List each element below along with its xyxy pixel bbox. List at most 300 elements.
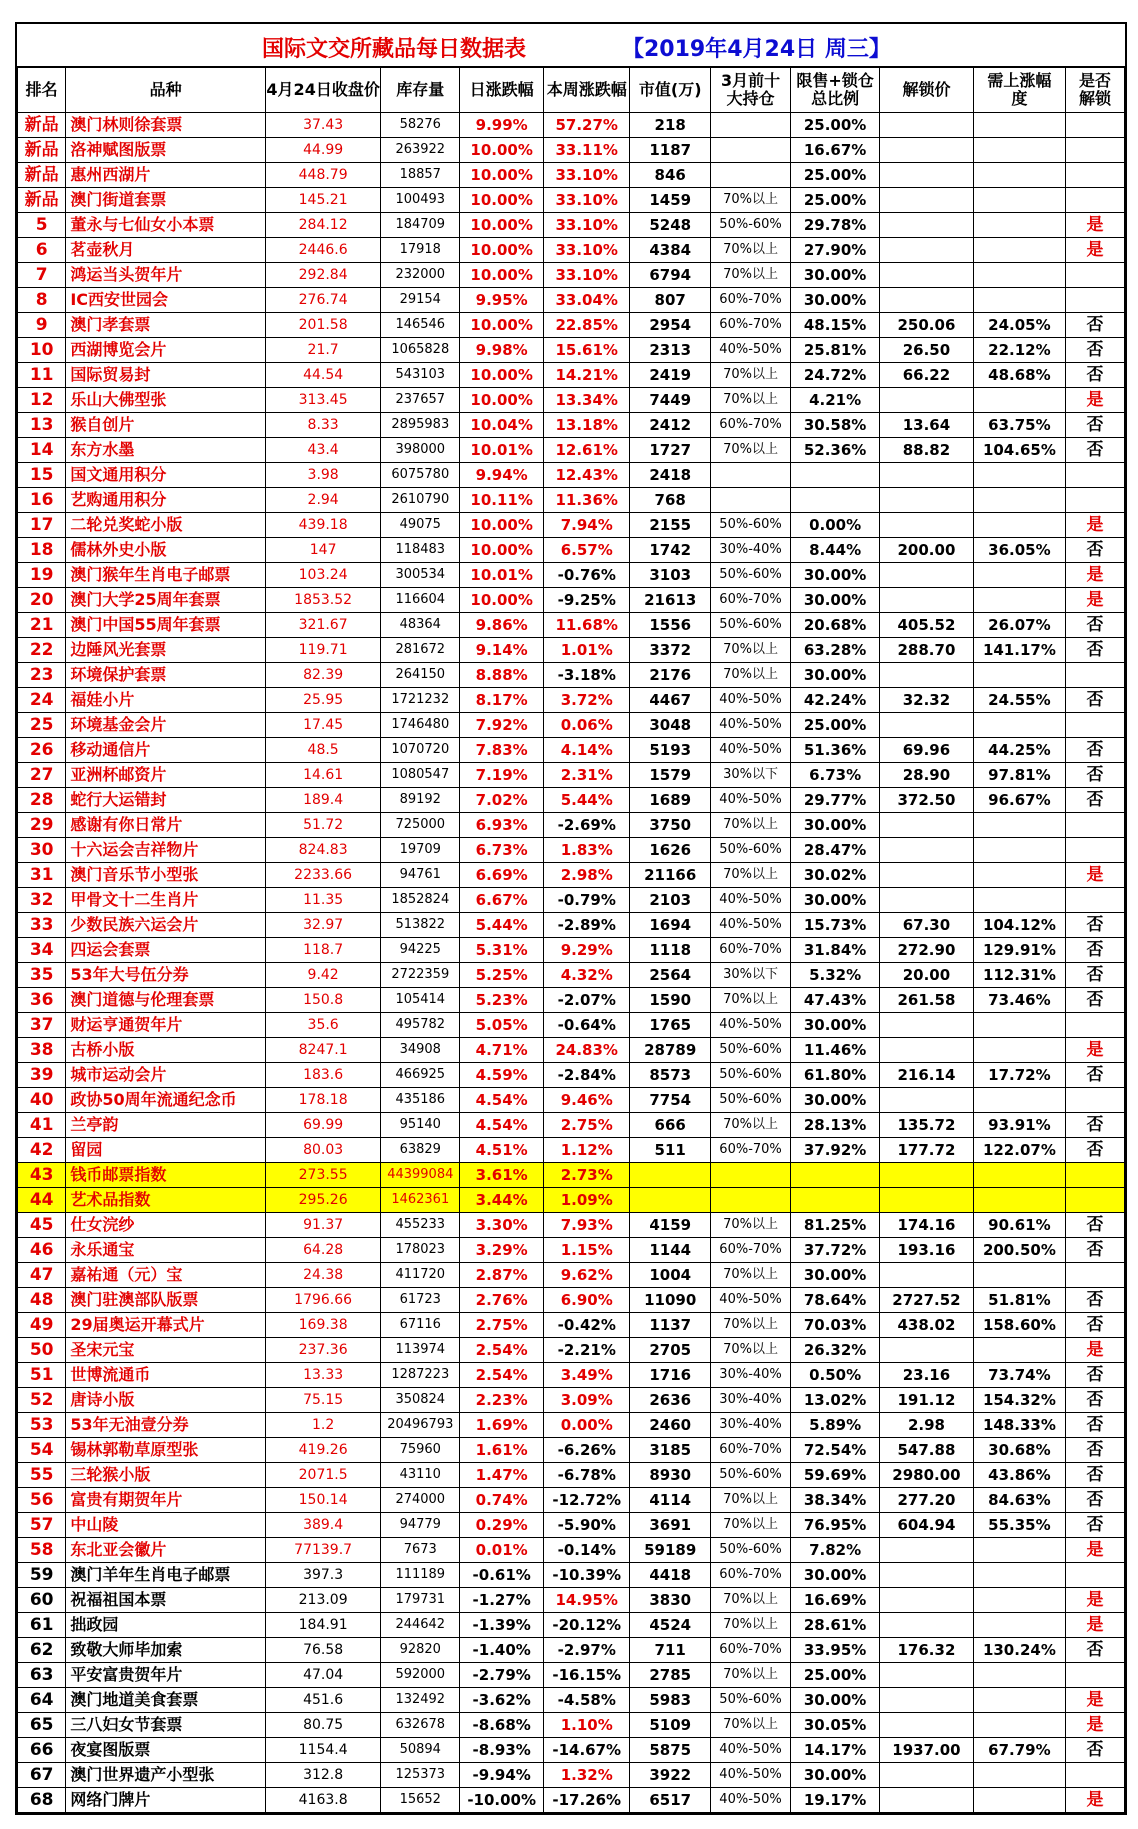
cell-market-cap: 4418 [630,1563,711,1588]
cell-need-rise: 24.55% [973,688,1065,713]
cell-need-rise [973,1263,1065,1288]
cell-rank: 41 [18,1113,66,1138]
cell-market-cap: 3691 [630,1513,711,1538]
cell-lock-ratio: 29.77% [790,788,879,813]
cell-daily-change: 1.47% [460,1463,544,1488]
cell-rank: 22 [18,638,66,663]
table-row [18,563,1125,588]
cell-rank: 新品 [18,138,66,163]
cell-need-rise: 30.68% [973,1438,1065,1463]
cell-close-price: 76.58 [265,1638,381,1663]
cell-unlocked: 否 [1066,313,1125,338]
table-row [18,738,1125,763]
cell-unlock-price [880,1538,973,1563]
cell-lock-ratio: 28.47% [790,838,879,863]
cell-stock: 15652 [381,1788,460,1813]
cell-unlock-price [880,1663,973,1688]
cell-unlocked: 否 [1066,988,1125,1013]
cell-daily-change: 9.86% [460,613,544,638]
cell-name: 环境基金会片 [66,713,266,738]
cell-rank: 64 [18,1688,66,1713]
cell-unlocked: 是 [1066,563,1125,588]
table-row [18,638,1125,663]
cell-name: 边陲风光套票 [66,638,266,663]
cell-lock-ratio: 25.00% [790,188,879,213]
cell-unlocked: 否 [1066,688,1125,713]
cell-name: 财运亨通贺年片 [66,1013,266,1038]
cell-stock: 2722359 [381,963,460,988]
table-row [18,238,1125,263]
table-row [18,813,1125,838]
cell-top10-holding: 30%-40% [711,1388,791,1413]
cell-market-cap: 2176 [630,663,711,688]
cell-daily-change: 8.17% [460,688,544,713]
cell-need-rise: 104.12% [973,913,1065,938]
cell-top10-holding: 60%-70% [711,1138,791,1163]
cell-weekly-change: 6.57% [544,538,630,563]
cell-unlocked: 否 [1066,1463,1125,1488]
header-rank: 排名 [18,68,66,113]
cell-rank: 54 [18,1438,66,1463]
cell-need-rise: 130.24% [973,1638,1065,1663]
cell-unlock-price: 32.32 [880,688,973,713]
cell-close-price: 237.36 [265,1338,381,1363]
cell-weekly-change: 0.06% [544,713,630,738]
cell-weekly-change: 3.49% [544,1363,630,1388]
cell-lock-ratio: 76.95% [790,1513,879,1538]
table-row [18,913,1125,938]
cell-name: 蛇行大运错封 [66,788,266,813]
cell-market-cap: 3372 [630,638,711,663]
cell-name: 富贵有期贺年片 [66,1488,266,1513]
cell-need-rise: 17.72% [973,1063,1065,1088]
cell-need-rise: 154.32% [973,1388,1065,1413]
cell-unlocked [1066,188,1125,213]
cell-market-cap: 2705 [630,1338,711,1363]
cell-daily-change: 5.23% [460,988,544,1013]
cell-weekly-change: 7.93% [544,1213,630,1238]
cell-rank: 19 [18,563,66,588]
cell-name: 澳门林则徐套票 [66,113,266,138]
cell-weekly-change: 1.32% [544,1763,630,1788]
cell-unlock-price: 67.30 [880,913,973,938]
cell-unlock-price [880,1263,973,1288]
cell-close-price: 75.15 [265,1388,381,1413]
table-row [18,513,1125,538]
cell-close-price: 80.03 [265,1138,381,1163]
cell-daily-change: 9.14% [460,638,544,663]
cell-close-price: 44.54 [265,363,381,388]
cell-need-rise [973,888,1065,913]
cell-top10-holding: 50%-60% [711,613,791,638]
cell-weekly-change: -14.67% [544,1738,630,1763]
cell-stock: 49075 [381,513,460,538]
cell-top10-holding: 60%-70% [711,588,791,613]
cell-lock-ratio: 33.95% [790,1638,879,1663]
cell-close-price: 389.4 [265,1513,381,1538]
cell-close-price: 80.75 [265,1713,381,1738]
cell-lock-ratio: 19.17% [790,1788,879,1813]
cell-market-cap: 1716 [630,1363,711,1388]
cell-top10-holding: 60%-70% [711,313,791,338]
cell-unlocked [1066,1163,1125,1188]
cell-stock: 244642 [381,1613,460,1638]
table-row [18,1388,1125,1413]
cell-stock: 132492 [381,1688,460,1713]
cell-daily-change: 3.44% [460,1188,544,1213]
cell-top10-holding: 60%-70% [711,288,791,313]
cell-market-cap: 8573 [630,1063,711,1088]
cell-market-cap: 7754 [630,1088,711,1113]
cell-lock-ratio: 28.13% [790,1113,879,1138]
cell-name: 东北亚会徽片 [66,1538,266,1563]
cell-lock-ratio: 30.00% [790,263,879,288]
cell-daily-change: 7.92% [460,713,544,738]
cell-stock: 466925 [381,1063,460,1088]
cell-stock: 264150 [381,663,460,688]
cell-unlock-price [880,288,973,313]
cell-unlocked: 否 [1066,1513,1125,1538]
cell-need-rise [973,1188,1065,1213]
cell-name: 夜宴图版票 [66,1738,266,1763]
cell-weekly-change: -5.90% [544,1513,630,1538]
cell-need-rise: 104.65% [973,438,1065,463]
cell-need-rise [973,1338,1065,1363]
cell-stock: 350824 [381,1388,460,1413]
cell-daily-change: 9.94% [460,463,544,488]
cell-stock: 237657 [381,388,460,413]
table-row [18,1313,1125,1338]
cell-unlock-price [880,238,973,263]
cell-rank: 62 [18,1638,66,1663]
cell-unlock-price: 272.90 [880,938,973,963]
cell-daily-change: 4.59% [460,1063,544,1088]
table-row [18,888,1125,913]
cell-lock-ratio: 30.00% [790,563,879,588]
cell-market-cap: 2636 [630,1388,711,1413]
cell-need-rise [973,1038,1065,1063]
cell-unlocked: 是 [1066,388,1125,413]
cell-weekly-change: 9.62% [544,1263,630,1288]
cell-need-rise [973,113,1065,138]
cell-rank: 新品 [18,188,66,213]
cell-stock: 592000 [381,1663,460,1688]
table-row [18,1213,1125,1238]
cell-top10-holding: 30%-40% [711,1363,791,1388]
cell-lock-ratio: 4.21% [790,388,879,413]
cell-lock-ratio: 30.05% [790,1713,879,1738]
cell-name: 洛神赋图版票 [66,138,266,163]
cell-close-price: 1796.66 [265,1288,381,1313]
cell-stock: 632678 [381,1713,460,1738]
cell-top10-holding: 50%-60% [711,1463,791,1488]
cell-weekly-change: -20.12% [544,1613,630,1638]
cell-daily-change: 10.01% [460,563,544,588]
cell-close-price: 35.6 [265,1013,381,1038]
cell-lock-ratio: 30.00% [790,1088,879,1113]
cell-top10-holding: 40%-50% [711,1738,791,1763]
cell-market-cap: 2460 [630,1413,711,1438]
cell-unlock-price: 88.82 [880,438,973,463]
cell-weekly-change: 11.36% [544,488,630,513]
cell-weekly-change: -6.26% [544,1438,630,1463]
cell-weekly-change: -2.84% [544,1063,630,1088]
cell-daily-change: -2.79% [460,1663,544,1688]
cell-close-price: 284.12 [265,213,381,238]
cell-weekly-change: 1.15% [544,1238,630,1263]
cell-unlock-price [880,713,973,738]
cell-market-cap: 21166 [630,863,711,888]
cell-lock-ratio: 25.00% [790,713,879,738]
cell-market-cap: 2564 [630,963,711,988]
cell-unlocked [1066,1263,1125,1288]
cell-unlock-price: 135.72 [880,1113,973,1138]
cell-name: 世博流通币 [66,1363,266,1388]
cell-close-price: 47.04 [265,1663,381,1688]
cell-weekly-change: -3.18% [544,663,630,688]
cell-weekly-change: 12.61% [544,438,630,463]
cell-unlock-price [880,263,973,288]
cell-unlock-price: 26.50 [880,338,973,363]
cell-rank: 17 [18,513,66,538]
table-row [18,1038,1125,1063]
cell-unlocked: 是 [1066,1713,1125,1738]
cell-close-price: 103.24 [265,563,381,588]
cell-daily-change: 2.76% [460,1288,544,1313]
cell-unlock-price [880,1688,973,1713]
cell-lock-ratio: 42.24% [790,688,879,713]
table-row [18,413,1125,438]
cell-daily-change: 6.73% [460,838,544,863]
cell-unlocked [1066,1663,1125,1688]
cell-stock: 184709 [381,213,460,238]
cell-name: 锡林郭勒草原型张 [66,1438,266,1463]
cell-market-cap [630,1163,711,1188]
cell-stock: 6075780 [381,463,460,488]
cell-unlock-price [880,1013,973,1038]
cell-close-price: 2233.66 [265,863,381,888]
cell-weekly-change: 33.10% [544,263,630,288]
table-row [18,1113,1125,1138]
cell-lock-ratio [790,463,879,488]
cell-top10-holding: 70%以上 [711,1713,791,1738]
cell-top10-holding: 40%-50% [711,788,791,813]
cell-lock-ratio: 14.17% [790,1738,879,1763]
cell-top10-holding: 70%以上 [711,813,791,838]
table-row [18,488,1125,513]
header-mcap: 市值(万) [630,68,711,113]
cell-unlock-price [880,663,973,688]
cell-rank: 51 [18,1363,66,1388]
cell-unlocked: 是 [1066,1688,1125,1713]
cell-name: 惠州西湖片 [66,163,266,188]
header-weekly: 本周涨跌幅 [544,68,630,113]
cell-weekly-change: 22.85% [544,313,630,338]
cell-unlock-price: 2980.00 [880,1463,973,1488]
cell-weekly-change: -0.14% [544,1538,630,1563]
cell-need-rise [973,238,1065,263]
cell-unlock-price [880,163,973,188]
cell-unlocked: 否 [1066,763,1125,788]
cell-name: 澳门羊年生肖电子邮票 [66,1563,266,1588]
table-row [18,1188,1125,1213]
cell-name: 圣宋元宝 [66,1338,266,1363]
cell-unlocked: 是 [1066,238,1125,263]
cell-unlocked: 是 [1066,1338,1125,1363]
table-row [18,863,1125,888]
cell-unlocked [1066,663,1125,688]
cell-name: 少数民族六运会片 [66,913,266,938]
cell-market-cap: 4467 [630,688,711,713]
cell-unlocked: 否 [1066,1638,1125,1663]
cell-top10-holding: 40%-50% [711,1288,791,1313]
cell-unlocked: 否 [1066,963,1125,988]
table-row [18,1788,1125,1813]
table-row [18,363,1125,388]
cell-unlock-price: 176.32 [880,1638,973,1663]
cell-market-cap: 2954 [630,313,711,338]
cell-weekly-change: 1.12% [544,1138,630,1163]
cell-stock: 513822 [381,913,460,938]
cell-need-rise: 73.46% [973,988,1065,1013]
cell-close-price: 183.6 [265,1063,381,1088]
cell-unlocked [1066,1188,1125,1213]
cell-rank: 47 [18,1263,66,1288]
cell-unlocked: 否 [1066,413,1125,438]
cell-weekly-change: 4.32% [544,963,630,988]
cell-stock: 100493 [381,188,460,213]
cell-need-rise [973,513,1065,538]
cell-need-rise [973,1588,1065,1613]
cell-market-cap: 768 [630,488,711,513]
table-row [18,1663,1125,1688]
cell-top10-holding: 50%-60% [711,838,791,863]
cell-unlock-price: 438.02 [880,1313,973,1338]
cell-close-price: 3.98 [265,463,381,488]
cell-stock: 274000 [381,1488,460,1513]
table-row [18,1738,1125,1763]
cell-top10-holding: 70%以上 [711,1213,791,1238]
cell-rank: 13 [18,413,66,438]
cell-weekly-change: 33.11% [544,138,630,163]
cell-lock-ratio: 13.02% [790,1388,879,1413]
cell-weekly-change: 24.83% [544,1038,630,1063]
cell-weekly-change: -16.15% [544,1663,630,1688]
table-row [18,763,1125,788]
cell-stock: 43110 [381,1463,460,1488]
cell-lock-ratio: 26.32% [790,1338,879,1363]
cell-close-price: 9.42 [265,963,381,988]
cell-lock-ratio: 25.00% [790,113,879,138]
cell-need-rise: 96.67% [973,788,1065,813]
cell-top10-holding: 70%以上 [711,863,791,888]
cell-rank: 67 [18,1763,66,1788]
cell-close-price: 273.55 [265,1163,381,1188]
cell-unlock-price: 2.98 [880,1413,973,1438]
cell-weekly-change: 13.34% [544,388,630,413]
cell-lock-ratio: 11.46% [790,1038,879,1063]
cell-lock-ratio: 15.73% [790,913,879,938]
cell-stock: 1721232 [381,688,460,713]
cell-daily-change: 3.30% [460,1213,544,1238]
cell-unlocked: 否 [1066,1288,1125,1313]
cell-daily-change: 9.98% [460,338,544,363]
cell-market-cap: 1626 [630,838,711,863]
cell-daily-change: 4.71% [460,1038,544,1063]
cell-top10-holding: 50%-60% [711,1063,791,1088]
cell-close-price: 44.99 [265,138,381,163]
cell-market-cap: 3830 [630,1588,711,1613]
cell-top10-holding: 60%-70% [711,1638,791,1663]
cell-rank: 46 [18,1238,66,1263]
cell-name: 澳门地道美食套票 [66,1688,266,1713]
cell-rank: 39 [18,1063,66,1088]
cell-weekly-change: 57.27% [544,113,630,138]
cell-lock-ratio: 6.73% [790,763,879,788]
cell-market-cap: 1742 [630,538,711,563]
cell-name: 29届奥运开幕式片 [66,1313,266,1338]
table-row [18,438,1125,463]
cell-rank: 10 [18,338,66,363]
cell-lock-ratio: 48.15% [790,313,879,338]
cell-unlock-price [880,513,973,538]
cell-lock-ratio: 0.50% [790,1363,879,1388]
cell-market-cap: 21613 [630,588,711,613]
cell-stock: 58276 [381,113,460,138]
cell-name: 中山陵 [66,1513,266,1538]
cell-weekly-change: 1.01% [544,638,630,663]
cell-stock: 95140 [381,1113,460,1138]
cell-need-rise [973,1563,1065,1588]
cell-daily-change: 6.67% [460,888,544,913]
cell-close-price: 213.09 [265,1588,381,1613]
cell-weekly-change: 14.21% [544,363,630,388]
cell-name: 澳门世界遗产小型张 [66,1763,266,1788]
table-row [18,213,1125,238]
cell-weekly-change: -2.97% [544,1638,630,1663]
cell-unlock-price [880,1713,973,1738]
cell-need-rise: 97.81% [973,763,1065,788]
cell-unlocked: 否 [1066,1438,1125,1463]
cell-weekly-change: 9.46% [544,1088,630,1113]
cell-market-cap: 2313 [630,338,711,363]
cell-stock: 118483 [381,538,460,563]
cell-stock: 67116 [381,1313,460,1338]
cell-name: 福娃小片 [66,688,266,713]
cell-market-cap: 846 [630,163,711,188]
cell-rank: 53 [18,1413,66,1438]
cell-unlock-price [880,838,973,863]
cell-top10-holding: 70%以上 [711,438,791,463]
cell-daily-change: 5.44% [460,913,544,938]
cell-unlocked: 否 [1066,638,1125,663]
cell-daily-change: -0.61% [460,1563,544,1588]
cell-rank: 5 [18,213,66,238]
cell-close-price: 147 [265,538,381,563]
cell-stock: 61723 [381,1288,460,1313]
cell-unlocked [1066,163,1125,188]
cell-need-rise [973,1788,1065,1813]
cell-close-price: 4163.8 [265,1788,381,1813]
cell-top10-holding [711,1188,791,1213]
cell-weekly-change: -4.58% [544,1688,630,1713]
cell-top10-holding: 70%以上 [711,388,791,413]
cell-need-rise [973,188,1065,213]
cell-need-rise [973,463,1065,488]
cell-weekly-change: -9.25% [544,588,630,613]
cell-market-cap: 4114 [630,1488,711,1513]
cell-daily-change: 10.00% [460,238,544,263]
